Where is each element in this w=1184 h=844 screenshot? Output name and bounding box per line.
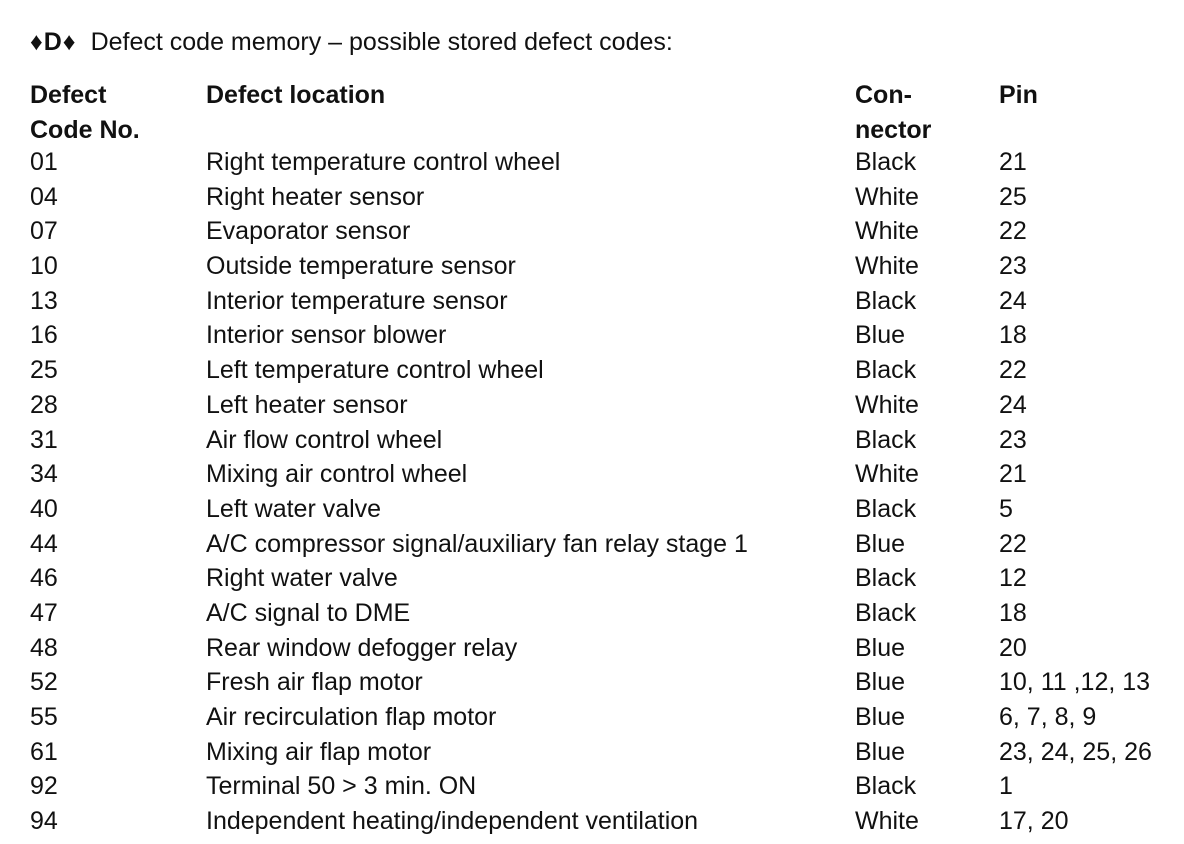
defect-location-cell: Evaporator sensor [206, 217, 411, 246]
heading-text: Defect code memory – possible stored defect codes: [90, 28, 673, 56]
defect-code-cell: 52 [30, 668, 58, 697]
defect-code-cell: 48 [30, 633, 58, 662]
pin-cell: 20 [999, 633, 1027, 662]
pin-cell: 21 [999, 148, 1027, 176]
table-row [0, 318, 1184, 353]
table-row [0, 631, 1184, 666]
defect-code-cell: 61 [30, 737, 58, 766]
defect-code-cell: 01 [30, 148, 58, 176]
pin-cell: 22 [999, 529, 1027, 558]
connector-cell: White [855, 460, 919, 489]
pin-cell: 22 [999, 356, 1027, 385]
connector-cell: White [855, 182, 919, 211]
table-row [0, 145, 1184, 180]
defect-location-cell: Rear window defogger relay [206, 633, 518, 662]
pin-cell: 6, 7, 8, 9 [999, 703, 1097, 731]
defect-code-cell: 44 [30, 529, 58, 558]
table-row [0, 769, 1184, 804]
defect-location-cell: Outside temperature sensor [206, 252, 516, 281]
connector-cell: Black [855, 772, 917, 801]
pin-cell: 24 [999, 286, 1027, 315]
connector-cell: Black [855, 148, 917, 176]
connector-cell: Black [855, 564, 917, 593]
defect-location-cell: Interior sensor blower [206, 321, 447, 350]
header-defect-location: Defect location [206, 81, 386, 109]
pin-cell: 18 [999, 321, 1027, 350]
defect-code-cell: 46 [30, 564, 58, 593]
pin-cell: 12 [999, 564, 1027, 593]
defect-code-cell: 31 [30, 425, 58, 454]
table-row [0, 353, 1184, 388]
table-row [0, 457, 1184, 492]
defect-location-cell: Left temperature control wheel [206, 356, 544, 385]
table-row [0, 735, 1184, 770]
header-connector-line1: Con- [855, 81, 912, 109]
connector-cell: Black [855, 494, 917, 523]
defect-location-cell: Air flow control wheel [206, 425, 443, 454]
connector-cell: White [855, 807, 919, 836]
defect-location-cell: Left water valve [206, 494, 382, 523]
table-row [0, 665, 1184, 700]
defect-code-cell: 25 [30, 356, 58, 385]
pin-cell: 23 [999, 425, 1027, 454]
defect-code-cell: 13 [30, 286, 58, 315]
defect-code-cell: 16 [30, 321, 58, 350]
defect-location-cell: Terminal 50 > 3 min. ON [206, 772, 477, 801]
connector-cell: White [855, 217, 919, 246]
defect-code-cell: 94 [30, 807, 58, 836]
table-row [0, 284, 1184, 319]
defect-code-cell: 10 [30, 252, 58, 281]
defect-location-cell: Mixing air control wheel [206, 460, 468, 489]
connector-cell: Blue [855, 529, 906, 558]
defect-location-cell: Right water valve [206, 564, 398, 593]
defect-code-cell: 55 [30, 703, 58, 731]
defect-code-cell: 34 [30, 460, 58, 489]
connector-cell: Blue [855, 668, 906, 697]
header-defect-code [30, 78, 140, 148]
defect-code-cell: 04 [30, 182, 58, 211]
table-row [0, 527, 1184, 562]
connector-cell: Blue [855, 703, 906, 731]
defect-location-cell: Right heater sensor [206, 182, 425, 211]
pin-cell: 5 [999, 494, 1013, 523]
connector-cell: Blue [855, 633, 906, 662]
pin-cell: 21 [999, 460, 1027, 489]
pin-cell: 23 [999, 252, 1027, 281]
table-row [0, 700, 1184, 735]
connector-cell: Black [855, 356, 917, 385]
connector-cell: Black [855, 598, 917, 627]
pin-cell: 24 [999, 390, 1027, 419]
defect-code-cell: 92 [30, 772, 58, 801]
table-body [0, 145, 1184, 839]
table-row [0, 596, 1184, 631]
header-defect-code-line1: Defect [30, 81, 107, 109]
defect-location-cell: Right temperature control wheel [206, 148, 561, 176]
defect-location-cell: Mixing air flap motor [206, 737, 432, 766]
connector-cell: Blue [855, 737, 906, 766]
defect-location-cell: A/C compressor signal/auxiliary fan relay stage 1 [206, 529, 748, 558]
pin-cell: 22 [999, 217, 1027, 246]
header-defect-code-line2: Code No. [30, 116, 140, 144]
connector-cell: Black [855, 425, 917, 454]
page-heading [30, 26, 673, 58]
table-row [0, 423, 1184, 458]
defect-code-cell: 07 [30, 217, 58, 246]
table-row [0, 804, 1184, 839]
connector-cell: White [855, 252, 919, 281]
defect-location-cell: A/C signal to DME [206, 598, 411, 627]
pin-cell: 1 [999, 772, 1013, 801]
table-row [0, 561, 1184, 596]
defect-location-cell: Left heater sensor [206, 390, 408, 419]
pin-cell: 18 [999, 598, 1027, 627]
defect-location-cell: Air recirculation flap motor [206, 703, 497, 731]
pin-cell: 25 [999, 182, 1027, 211]
table-row [0, 249, 1184, 284]
defect-code-cell: 40 [30, 494, 58, 523]
defect-code-cell: 28 [30, 390, 58, 419]
defect-location-cell: Interior temperature sensor [206, 286, 508, 315]
header-connector [855, 78, 931, 148]
pin-cell: 17, 20 [999, 807, 1069, 836]
connector-cell: Black [855, 286, 917, 315]
table-header [0, 78, 1184, 148]
table-row [0, 388, 1184, 423]
header-connector-line2: nector [855, 116, 932, 144]
pin-cell: 23, 24, 25, 26 [999, 737, 1152, 766]
section-marker: ♦D♦ [30, 28, 77, 56]
defect-code-cell: 47 [30, 598, 58, 627]
table-row [0, 492, 1184, 527]
defect-location-cell: Fresh air flap motor [206, 668, 423, 697]
header-pin: Pin [999, 81, 1038, 109]
defect-location-cell: Independent heating/independent ventilation [206, 807, 699, 836]
table-row [0, 180, 1184, 215]
table-row [0, 214, 1184, 249]
connector-cell: Blue [855, 321, 906, 350]
connector-cell: White [855, 390, 919, 419]
pin-cell: 10, 11 ,12, 13 [999, 668, 1151, 697]
